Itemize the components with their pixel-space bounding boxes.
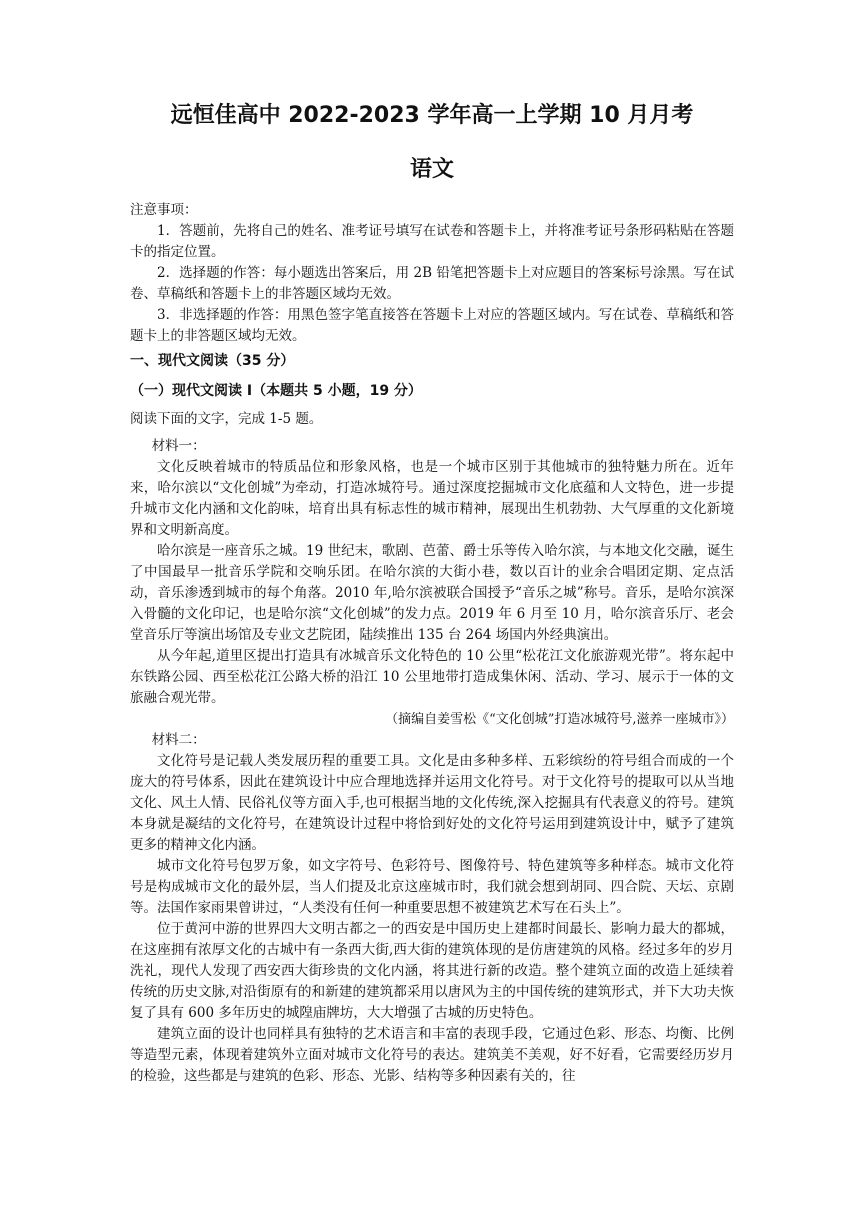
- material2-paragraph: 文化符号是记载人类发展历程的重要工具。文化是由多种多样、五彩缤纷的符号组合而成的一个庞大的符号体系，因此在建筑设计中应合理地选择并运用文化符号。对于文化符号的提取可以从当地文化、风土人情、民俗礼仪等方面入手,也可根据当地的文化传统,深入挖掘具有代表意义的符号。建筑本身就是凝结的文化符号，在建筑设计过程中将恰到好处的文化符号运用到建筑设计中，赋予了建筑更多的精神文化内涵。: [130, 753, 734, 853]
- material1-label: 材料一：: [151, 438, 206, 454]
- material2-paragraph: 城市文化符号包罗万象，如文字符号、色彩符号、图像符号、特色建筑等多种样态。城市文化符号是构成城市文化的最外层，当人们提及北京这座城市时，我们就会想到胡同、四合院、天坛、京剧等。法国作家雨果曾讲过，“人类没有任何一种重要思想不被建筑艺术写在石头上”。: [130, 858, 734, 916]
- material1-paragraph: 从今年起,道里区提出打造具有冰城音乐文化特色的 10 公里“松花江文化旅游观光带”。将东起中东铁路公园、西至松花江公路大桥的沿江 10 公里地带打造成集休闲、活动、学习、展示于一体的文旅融合观光带。: [130, 648, 734, 706]
- material2-label: 材料二：: [151, 732, 206, 748]
- notice-item-1: 1．答题前，先将自己的姓名、准考证号填写在试卷和答题卡上，并将准考证号条形码粘贴在答题卡的指定位置。: [130, 223, 734, 260]
- reading-instruction: 阅读下面的文字，完成 1-5 题。: [130, 411, 323, 427]
- subject-title: 语文: [409, 157, 454, 182]
- material1-paragraph: 文化反映着城市的特质品位和形象风格，也是一个城市区别于其他城市的独特魅力所在。近年来，哈尔滨以“文化创城”为牵动，打造冰城符号。通过深度挖掘城市文化底蕴和人文特色，进一步提升城市文化内涵和文化韵味，培育出具有标志性的城市精神，展现出生机勃勃、大气厚重的文化新境界和文明新高度。: [130, 459, 734, 538]
- notice-item-2: 2．选择题的作答：每小题选出答案后，用 2B 铅笔把答题卡上对应题目的答案标号涂黑。写在试卷、草稿纸和答题卡上的非答题区域均无效。: [130, 265, 734, 302]
- exam-page: [130, 100, 734, 1087]
- material1-paragraph: 哈尔滨是一座音乐之城。19 世纪末，歌剧、芭蕾、爵士乐等传入哈尔滨，与本地文化交融，诞生了中国最早一批音乐学院和交响乐团。在哈尔滨的大街小巷，数以百计的业余合唱团定期、定点活动，音乐渗透到城市的每个角落。2010 年,哈尔滨被联合国授予“音乐之城”称号。音乐，是哈尔滨深入骨髓的文化印记，也是哈尔滨“文化创城”的发力点。2019 年 6 月至 10 月，哈尔滨音乐厅、老会堂音乐厅等演出场馆及专业文艺院团，陆续推出 135 台 264 场国内外经典演出。: [130, 543, 734, 643]
- section-heading: 一、现代文阅读（35 分）: [130, 353, 295, 369]
- material2-paragraph: 建筑立面的设计也同样具有独特的艺术语言和丰富的表现手段，它通过色彩、形态、均衡、比例等造型元素，体现着建筑外立面对城市文化符号的表达。建筑美不美观，好不好看，它需要经历岁月的检验，这些都是与建筑的色彩、形态、光影、结构等多种因素有关的，往: [130, 1026, 734, 1084]
- notice-label: 注意事项：: [130, 202, 198, 218]
- material2-paragraph: 位于黄河中游的世界四大文明古都之一的西安是中国历史上建都时间最长、影响力最大的都城，在这座拥有浓厚文化的古城中有一条西大街,西大街的建筑体现的是仿唐建筑的风格。经过多年的岁月洗礼，现代人发现了西安西大街珍贵的文化内涵，将其进行新的改造。整个建筑立面的改造上延续着传统的历史文脉,对沿街原有的和新建的建筑都采用以唐风为主的中国传统的建筑形式，并下大功夫恢复了具有 600 多年历史的城隍庙牌坊，大大增强了古城的历史特色。: [130, 921, 734, 1021]
- exam-title: 远恒佳高中 2022-2023 学年高一上学期 10 月月考: [170, 103, 694, 128]
- material1-source: （摘编自姜雪松《“文化创城”打造冰城符号,滋养一座城市》）: [385, 712, 734, 727]
- notice-item-3: 3．非选择题的作答：用黑色签字笔直接答在答题卡上对应的答题区域内。写在试卷、草稿纸和答题卡上的非答题区域均无效。: [130, 307, 734, 344]
- section-subheading: （一）现代文阅读 I（本题共 5 小题，19 分）: [130, 383, 422, 399]
